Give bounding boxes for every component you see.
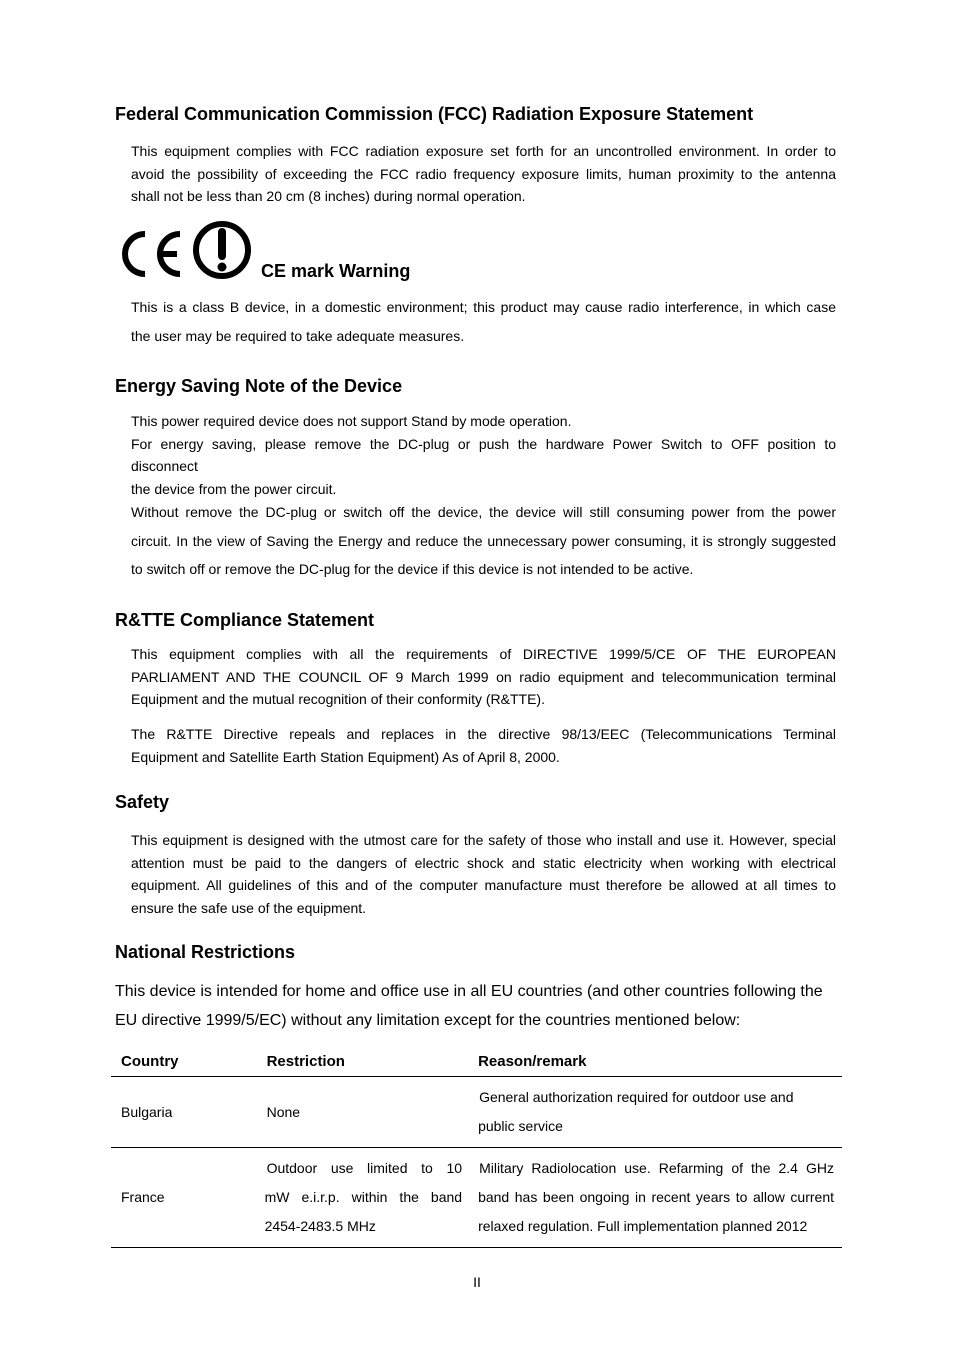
cell-restriction [265, 1077, 472, 1148]
rtte-line: This equipment complies with all the requirements of DIRECTIVE 1999/5/CE OF THE EUROPEAN [131, 646, 836, 662]
remark-line: Military Radiolocation use. Refarming of the 2.4 GHz [479, 1160, 834, 1176]
remark-line: relaxed regulation. Full implementation planned 2012 [478, 1218, 808, 1234]
fcc-line: shall not be less than 20 cm (8 inches) during normal operation. [131, 188, 526, 204]
energy-line: This power required device does not support Stand by mode operation. [131, 413, 572, 429]
restriction-line: 2454-2483.5 MHz [264, 1218, 376, 1234]
safety-heading: Safety [115, 792, 170, 812]
table-row [111, 1148, 842, 1248]
national-line: This device is intended for home and office use in all EU countries (and other countries following the [115, 983, 823, 1000]
column-header-country: Country [111, 1046, 265, 1077]
ce-line: the user may be required to take adequate measures. [131, 327, 465, 344]
table-header-row [111, 1046, 842, 1077]
cell-restriction [265, 1148, 472, 1248]
rtte-heading: R&TTE Compliance Statement [115, 610, 375, 630]
energy-heading: Energy Saving Note of the Device [115, 376, 403, 396]
restriction-line: Outdoor use limited to 10 [266, 1160, 463, 1176]
rtte-paragraph-1 [131, 643, 836, 711]
energy-paragraph-b [131, 498, 836, 584]
fcc-line: avoid the possibility of exceeding the FCC radio frequency exposure limits, human proximity to the antenna [131, 165, 836, 182]
page-number: II [473, 1274, 481, 1290]
fcc-paragraph [131, 140, 836, 208]
cell-country: France [111, 1148, 265, 1248]
ce-heading: CE mark Warning [261, 261, 411, 281]
column-header-remark: Reason/remark [472, 1046, 842, 1077]
rtte-line: PARLIAMENT AND THE COUNCIL OF 9 March 1999 on radio equipment and telecommunication terminal [131, 668, 836, 685]
ce-paragraph [131, 293, 836, 350]
remark-line: band has been ongoing in recent years to allow current [478, 1189, 834, 1205]
rtte-line: Equipment and Satellite Earth Station Equipment) As of April 8, 2000. [131, 748, 560, 765]
ce-alert-mark-icon [113, 220, 255, 282]
restriction-line: None [266, 1103, 301, 1120]
cell-country: Bulgaria [111, 1077, 265, 1148]
energy-line: Without remove the DC-plug or switch off the device, the device will still consuming power from the power [131, 504, 836, 520]
cell-remark [472, 1148, 842, 1248]
energy-line: disconnect [131, 458, 198, 474]
rtte-line: Equipment and the mutual recognition of their conformity (R&TTE). [131, 691, 545, 707]
table-row [111, 1077, 842, 1148]
energy-line: the device from the power circuit. [131, 480, 337, 497]
ce-line: This is a class B device, in a domestic environment; this product may cause radio interference, in which case [131, 299, 836, 315]
restrictions-table [111, 1046, 842, 1248]
remark-line: General authorization required for outdoor use and [479, 1089, 794, 1105]
energy-line: For energy saving, please remove the DC-plug or push the hardware Power Switch to OFF position to [131, 435, 836, 452]
fcc-heading: Federal Communication Commission (FCC) Radiation Exposure Statement [115, 104, 754, 124]
rtte-paragraph-2 [131, 723, 836, 768]
national-line: EU directive 1999/5/EC) without any limitation except for the countries mentioned below: [115, 1012, 741, 1029]
safety-line: attention must be paid to the dangers of electric shock and static electricity when working with electrical [131, 854, 836, 871]
national-paragraph [115, 977, 842, 1035]
safety-line: This equipment is designed with the utmost care for the safety of those who install and use it. However, special [131, 832, 836, 848]
cell-remark [472, 1077, 842, 1148]
remark-line: public service [478, 1118, 563, 1134]
energy-paragraph-a [131, 410, 836, 500]
energy-line: to switch off or remove the DC-plug for the device if this device is not intended to be active. [131, 561, 694, 577]
safety-line: equipment. All guidelines of this and of the computer manufacture must therefore be allowed at all times to [131, 877, 836, 893]
column-header-restriction: Restriction [265, 1046, 472, 1077]
energy-line: circuit. In the view of Saving the Energy and reduce the unnecessary power consuming, it is strongly suggested [131, 532, 836, 549]
national-heading: National Restrictions [115, 942, 296, 962]
safety-line: ensure the safe use of the equipment. [131, 899, 367, 916]
fcc-line: This equipment complies with FCC radiation exposure set forth for an uncontrolled environment. In order to [131, 143, 836, 159]
rtte-line: The R&TTE Directive repeals and replaces in the directive 98/13/EEC (Telecommunications Terminal [131, 726, 836, 742]
safety-paragraph [131, 829, 836, 919]
restriction-line: mW e.i.r.p. within the band [264, 1189, 463, 1205]
